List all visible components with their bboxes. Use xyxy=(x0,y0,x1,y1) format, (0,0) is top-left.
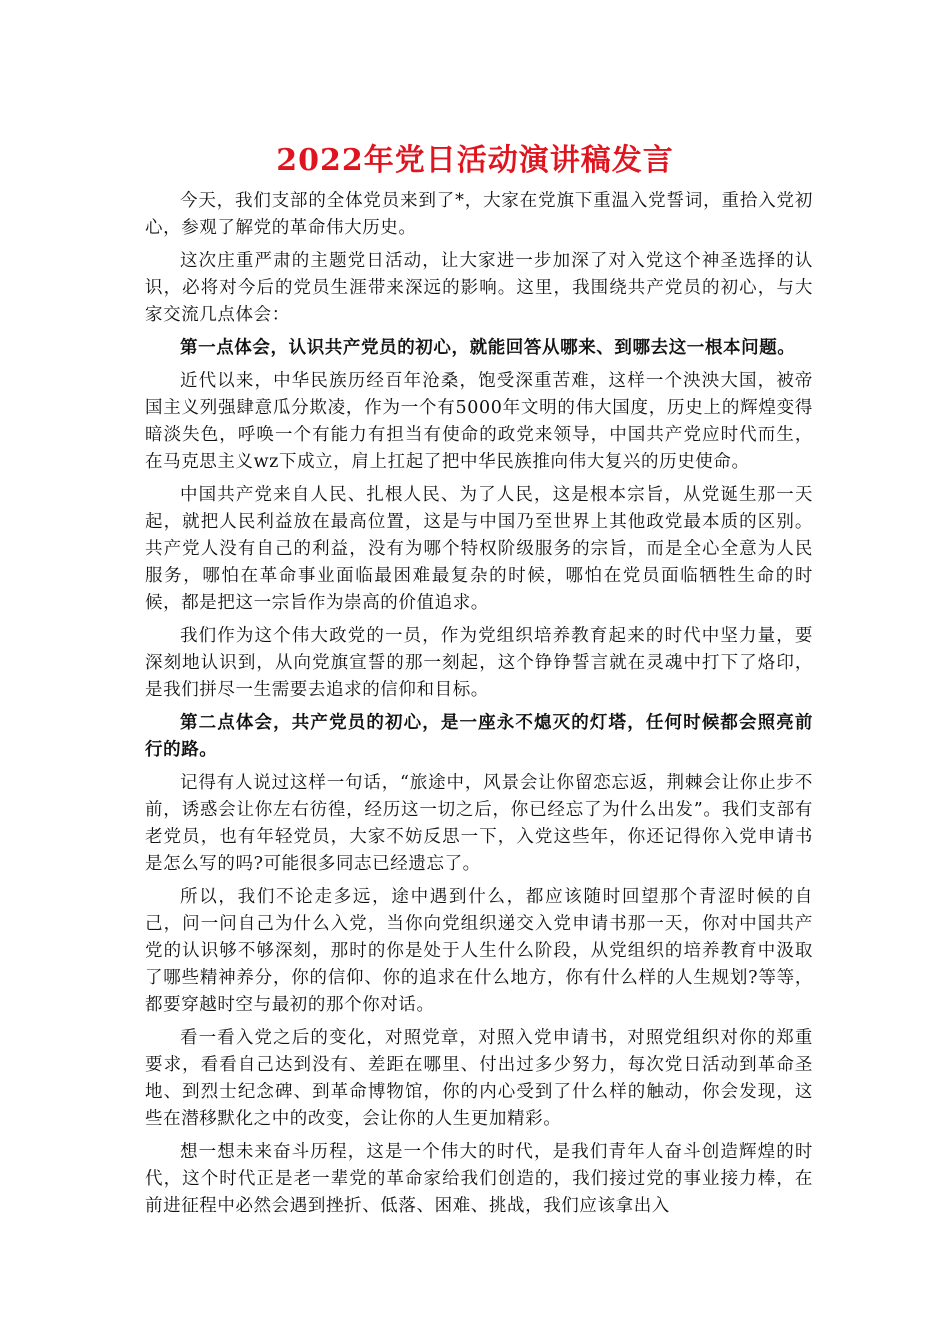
body-paragraph: 我们作为这个伟大政党的一员，作为党组织培养教育起来的时代中坚力量，要深刻地认识到，从向党旗宣誓的那一刻起，这个铮铮誓言就在灵魂中打下了烙印，是我们拼尽一生需要去追求的信仰和目标。 xyxy=(145,626,813,700)
body-paragraph: 这次庄重严肃的主题党日活动，让大家进一步加深了对入党这个神圣选择的认识，必将对今后的党员生涯带来深远的影响。这里，我围绕共产党员的初心，与大家交流几点体会： xyxy=(145,251,813,325)
body-paragraph: 记得有人说过这样一句话，“旅途中，风景会让你留恋忘返，荆棘会让你止步不前，诱惑会让你左右彷徨，经历这一切之后，你已经忘了为什么出发”。我们支部有老党员，也有年轻党员，大家不妨反思一下，入党这些年，你还记得你入党申请书是怎么写的吗?可能很多同志已经遗忘了。 xyxy=(145,773,813,874)
body-paragraph: 所以，我们不论走多远，途中遇到什么，都应该随时回望那个青涩时候的自己，问一问自己为什么入党，当你向党组织递交入党申请书那一天，你对中国共产党的认识够不够深刻，那时的你是处于人生什么阶段，从党组织的培养教育中汲取了哪些精神养分，你的信仰、你的追求在什么地方，你有什么样的人生规划?等等，都要穿越时空与最初的那个你对话。 xyxy=(145,887,813,1015)
body-paragraph: 近代以来，中华民族历经百年沧桑，饱受深重苦难，这样一个泱泱大国，被帝国主义列强肆意瓜分欺凌，作为一个有5000年文明的伟大国度，历史上的辉煌变得暗淡失色，呼唤一个有能力有担当有使命的政党来领导，中国共产党应时代而生，在马克思主义wz下成立，肩上扛起了把中华民族推向伟大复兴的历史使命。 xyxy=(145,371,813,472)
document-title: 2022年党日活动演讲稿发言 xyxy=(276,143,674,178)
body-paragraph: 中国共产党来自人民、扎根人民、为了人民，这是根本宗旨，从党诞生那一天起，就把人民利益放在最高位置，这是与中国乃至世界上其他政党最本质的区别。共产党人没有自己的利益，没有为哪个特权阶级服务的宗旨，而是全心全意为人民服务，哪怕在革命事业面临最困难最复杂的时候，哪怕在党员面临牺牲生命的时候，都是把这一宗旨作为崇高的价值追求。 xyxy=(145,485,813,613)
body-paragraph: 看一看入党之后的变化，对照党章，对照入党申请书，对照党组织对你的郑重要求，看看自己达到没有、差距在哪里、付出过多少努力，每次党日活动到革命圣地、到烈士纪念碑、到革命博物馆，你的内心受到了什么样的触动，你会发现，这些在潜移默化之中的改变，会让你的人生更加精彩。 xyxy=(145,1028,813,1129)
body-paragraph: 今天，我们支部的全体党员来到了*，大家在党旗下重温入党誓词，重拾入党初心，参观了解党的革命伟大历史。 xyxy=(145,191,813,238)
body-paragraph: 想一想未来奋斗历程，这是一个伟大的时代，是我们青年人奋斗创造辉煌的时代，这个时代正是老一辈党的革命家给我们创造的，我们接过党的事业接力棒，在前进征程中必然会遇到挫折、低落、困难、挑战，我们应该拿出入 xyxy=(145,1142,813,1216)
section-heading: 第一点体会，认识共产党员的初心，就能回答从哪来、到哪去这一根本问题。 xyxy=(180,338,796,358)
document-body xyxy=(145,188,813,1226)
section-heading: 第二点体会，共产党员的初心，是一座永不熄灭的灯塔，任何时候都会照亮前行的路。 xyxy=(145,713,813,760)
